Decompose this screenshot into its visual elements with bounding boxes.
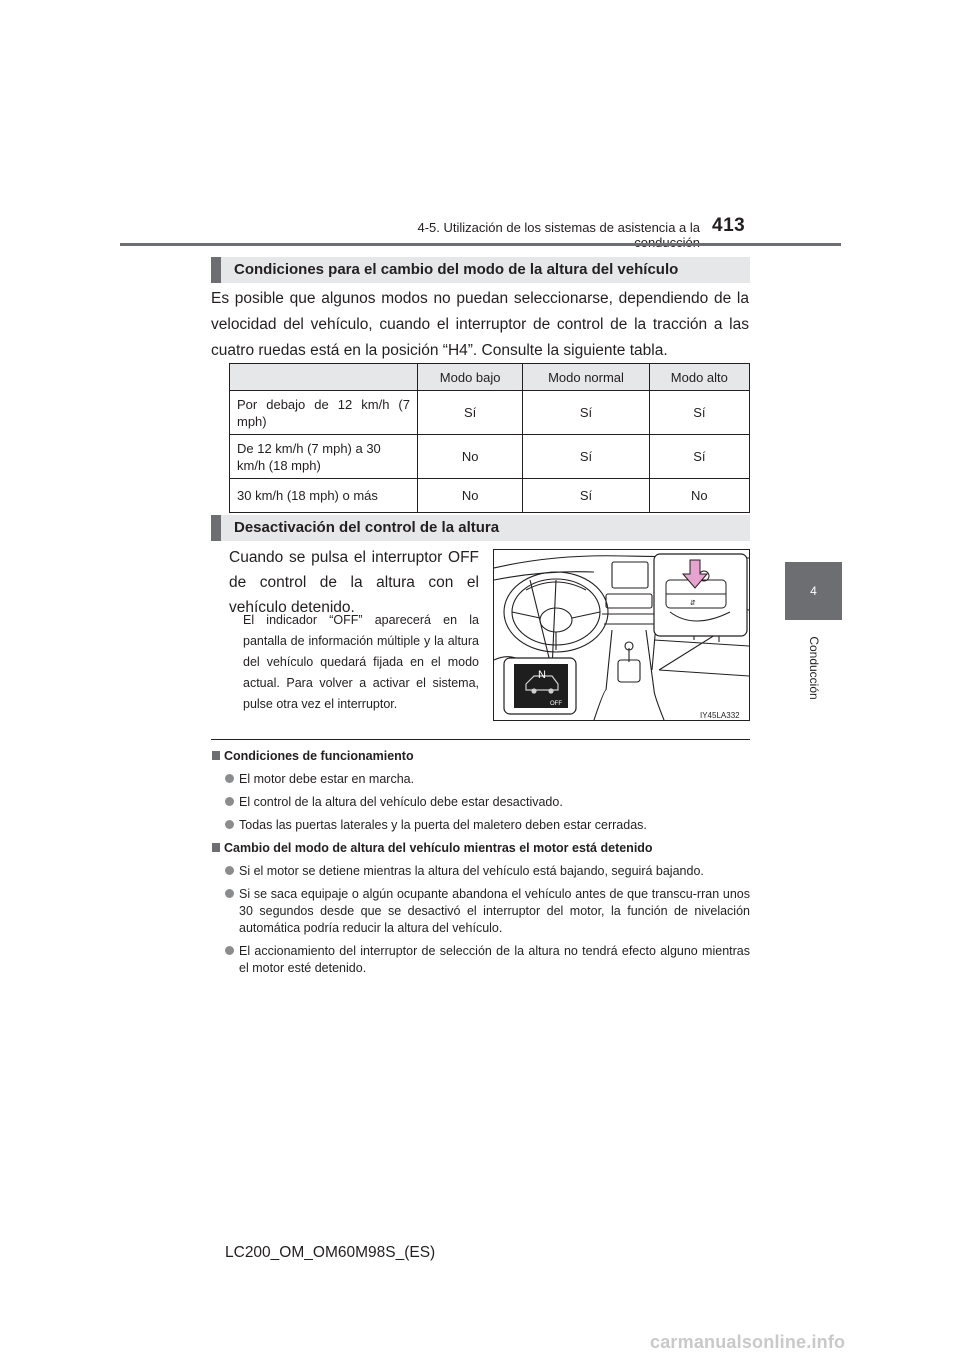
- deactivation-paragraph: Cuando se pulsa el interruptor OFF de control de la altura con el vehículo detenido.: [229, 549, 479, 616]
- table-header-cell: [230, 364, 418, 391]
- table-header-row: [230, 364, 750, 391]
- table-header-cell: Modo alto: [649, 364, 749, 391]
- table-cell: No: [649, 479, 749, 513]
- svg-text:⇵: ⇵: [690, 599, 696, 607]
- table-row-label: Por debajo de 12 km/h (7 mph): [230, 391, 418, 435]
- document-code: LC200_OM_OM60M98S_(ES): [225, 1244, 436, 1261]
- table-row: [230, 391, 750, 435]
- dashboard-drawing: [494, 550, 749, 720]
- table-cell: No: [418, 435, 523, 479]
- table-cell: Sí: [523, 391, 649, 435]
- indicator-letter: N: [538, 669, 546, 681]
- page-number: 413: [712, 215, 746, 236]
- notes-divider: [211, 739, 750, 740]
- note-heading: Condiciones de funcionamiento: [212, 748, 750, 765]
- deactivation-note: El indicador “OFF” aparecerá en la pantalla de información múltiple y la altura del vehículo quedará fijada en el modo actual. Para volver a activar el sistema, pulse otra vez el interruptor.: [243, 613, 479, 711]
- table-cell: No: [418, 479, 523, 513]
- section-heading-height-mode-conditions: Condiciones para el cambio del modo de la altura del vehículo: [211, 257, 750, 283]
- note-item: Si se saca equipaje o algún ocupante abandona el vehículo antes de que transcu-rran unos 30 segundos desde que se desactivó el interruptor del motor, la función de nivelación automática podría reducir la altura del vehículo.: [212, 886, 750, 937]
- table-row: [230, 435, 750, 479]
- running-header: 4-5. Utilización de los sistemas de asistencia a la: [417, 220, 700, 235]
- note-item: Todas las puertas laterales y la puerta del maletero deben estar cerradas.: [212, 817, 750, 834]
- note-heading: Cambio del modo de altura del vehículo mientras el motor está detenido: [212, 840, 750, 857]
- table-cell: Sí: [418, 391, 523, 435]
- chapter-tab: [785, 562, 842, 620]
- table-header-cell: Modo bajo: [418, 364, 523, 391]
- header-rule: [120, 243, 841, 246]
- indicator-off-text: OFF: [550, 701, 562, 707]
- chapter-label: Conducción: [807, 636, 821, 700]
- table-cell: Sí: [649, 391, 749, 435]
- note-item: Si el motor se detiene mientras la altura del vehículo está bajando, seguirá bajando.: [212, 863, 750, 880]
- notes-block: [212, 748, 750, 983]
- height-switch-icon: [690, 599, 696, 607]
- table-cell: Sí: [523, 479, 649, 513]
- table-row: [230, 479, 750, 513]
- table-row-label: 30 km/h (18 mph) o más: [230, 479, 418, 513]
- note-item: El control de la altura del vehículo debe estar desactivado.: [212, 794, 750, 811]
- dashboard-illustration: [493, 549, 750, 721]
- chapter-number: 4: [810, 584, 817, 598]
- table-header-cell: Modo normal: [523, 364, 649, 391]
- note-item: El accionamiento del interruptor de selección de la altura no tendrá efecto alguno mientras el motor esté detenido.: [212, 943, 750, 977]
- speed-mode-table: [229, 363, 750, 513]
- illustration-code: IY45LA332: [700, 711, 740, 720]
- watermark-link[interactable]: carmanualsonline.info: [650, 1332, 846, 1352]
- table-cell: Sí: [649, 435, 749, 479]
- section-paragraph: Es posible que algunos modos no puedan seleccionarse, dependiendo de la velocidad del vehículo, cuando el interruptor de control de la tracción a las cuatro ruedas está en la posición “H4”. Consulte la siguiente tabla.: [211, 290, 749, 359]
- section-heading-height-control-off: Desactivación del control de la altura: [211, 515, 750, 541]
- table-cell: Sí: [523, 435, 649, 479]
- table-row-label: De 12 km/h (7 mph) a 30 km/h (18 mph): [230, 435, 418, 479]
- note-item: El motor debe estar en marcha.: [212, 771, 750, 788]
